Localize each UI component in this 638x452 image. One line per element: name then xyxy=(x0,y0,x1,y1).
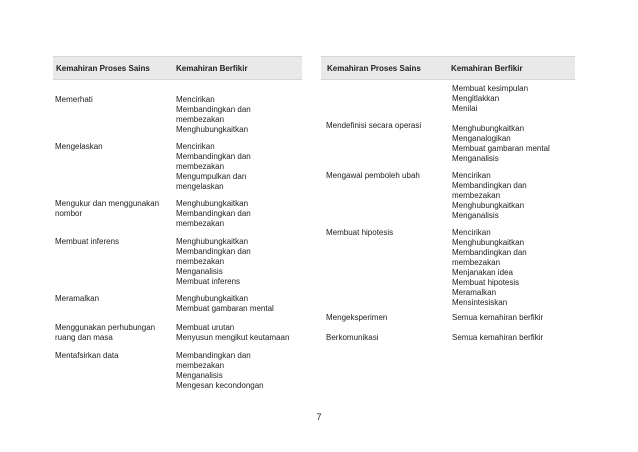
left-row-2-process: Mengelaskan xyxy=(55,142,103,151)
page-number: 7 xyxy=(316,412,322,422)
right-row-1-process: Mendefinisi secara operasi xyxy=(326,121,422,130)
left-row-2-thinking: Mencirikan Membandingkan dan membezakan Mengumpulkan dan mengelaskan xyxy=(176,142,251,191)
left-row-1-thinking: Mencirikan Membandingkan dan membezakan Menghubungkaitkan xyxy=(176,95,251,134)
left-row-7-process: Mentafsirkan data xyxy=(55,351,119,360)
right-row-2-process: Mengawal pemboleh ubah xyxy=(326,171,420,180)
left-header-process: Kemahiran Proses Sains xyxy=(56,64,150,73)
left-row-5-thinking: Menghubungkaitkan Membuat gambaran mental xyxy=(176,294,274,313)
right-row-5-process: Berkomunikasi xyxy=(326,333,379,342)
left-row-6-thinking: Membuat urutan Menyusun mengikut keutamaan xyxy=(176,323,290,342)
right-row-4-process: Mengeksperimen xyxy=(326,313,388,322)
right-row-3-thinking: Mencirikan Menghubungkaitkan Membandingkan dan membezakan Menjanakan idea Membuat hipotesis Meramalkan Mensintesiskan xyxy=(452,228,527,307)
right-header-thinking: Kemahiran Berfikir xyxy=(451,64,523,73)
right-header-process: Kemahiran Proses Sains xyxy=(327,64,421,73)
right-row-1-thinking: Membuat kesimpulan Mengitlakkan Menilai Menghubungkaitkan Menganalogikan Membuat gambaran mental Menganalisis xyxy=(452,84,550,163)
right-row-2-thinking: Mencirikan Membandingkan dan membezakan Menghubungkaitkan Menganalisis xyxy=(452,171,527,220)
left-row-1-process: Memerhati xyxy=(55,95,93,104)
left-header-thinking: Kemahiran Berfikir xyxy=(176,64,248,73)
left-table-header xyxy=(53,56,302,80)
right-row-4-thinking: Semua kemahiran berfikir xyxy=(452,313,544,322)
right-row-3-process: Membuat hipotesis xyxy=(326,228,394,237)
left-row-6-process: Menggunakan perhubungan ruang dan masa xyxy=(55,323,156,342)
left-row-5-process: Meramalkan xyxy=(55,294,100,303)
left-row-4-thinking: Menghubungkaitkan Membandingkan dan membezakan Menganalisis Membuat inferens xyxy=(176,237,251,286)
right-row-5-thinking: Semua kemahiran berfikir xyxy=(452,333,544,342)
left-row-4-process: Membuat inferens xyxy=(55,237,120,246)
right-table-header xyxy=(321,56,575,80)
left-row-3-thinking: Menghubungkaitkan Membandingkan dan membezakan xyxy=(176,199,251,228)
left-row-7-thinking: Membandingkan dan membezakan Menganalisis Mengesan kecondongan xyxy=(176,351,264,390)
left-row-3-process: Mengukur dan menggunakan nombor xyxy=(55,199,160,218)
